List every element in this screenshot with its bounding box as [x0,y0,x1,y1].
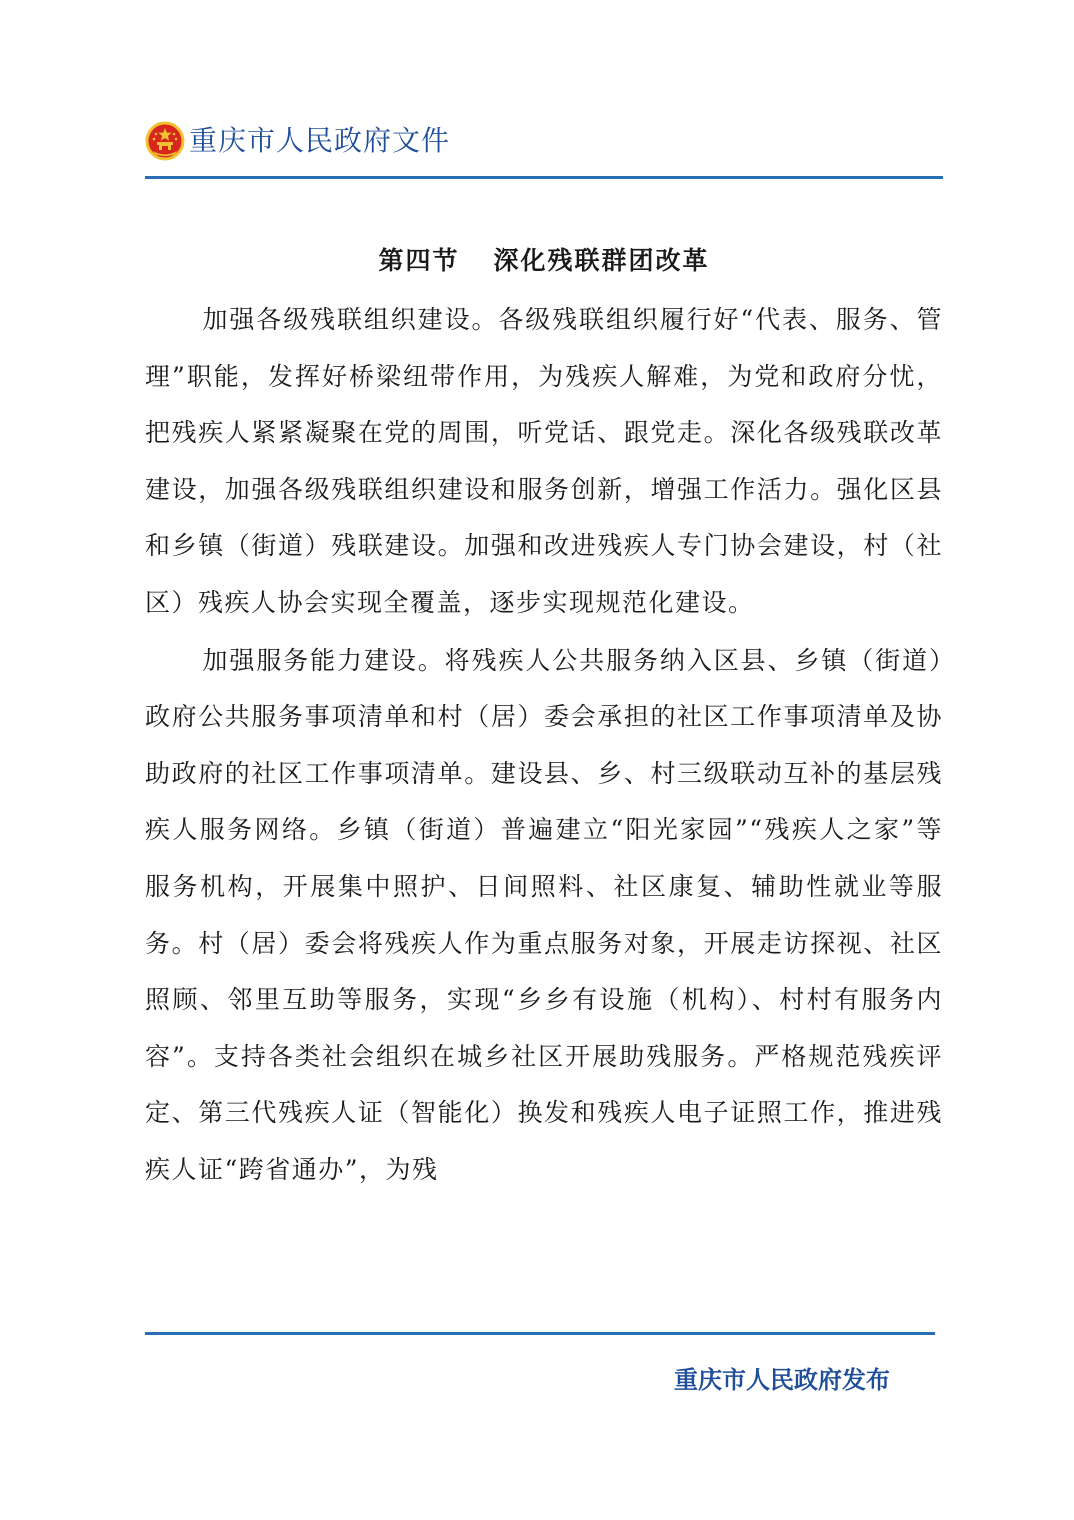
section-number: 第四节 [378,246,460,275]
header-divider [145,176,943,179]
section-title: 深化残联群团改革 [493,246,710,275]
paragraph: 加强各级残联组织建设。各级残联组织履行好“代表、服务、管理”职能，发挥好桥梁纽带作用，为残疾人解难，为党和政府分忧，把残疾人紧紧凝聚在党的周围，听党话、跟党走。深化各级残联改革建设，加强各级残联组织建设和服务创新，增强工作活力。强化区县和乡镇（街道）残联建设。加强和改进残疾人专门协会建设，村（社区）残疾人协会实现全覆盖，逐步实现规范化建设。 [145,305,943,617]
header-title: 重庆市人民政府文件 [189,124,451,157]
paragraph: 加强服务能力建设。将残疾人公共服务纳入区县、乡镇（街道）政府公共服务事项清单和村（居）委会承担的社区工作事项清单及协助政府的社区工作事项清单。建设县、乡、村三级联动互补的基层残疾人服务网络。乡镇（街道）普遍建立“阳光家园”“残疾人之家”等服务机构，开展集中照护、日间照料、社区康复、辅助性就业等服务。村（居）委会将残疾人作为重点服务对象，开展走访探视、社区照顾、邻里互助等服务，实现“乡乡有设施（机构）、村村有服务内容”。支持各类社会组织在城乡社区开展助残服务。严格规范残疾评定、第三代残疾人证（智能化）换发和残疾人电子证照工作，推进残疾人证“跨省通办”，为残 [145,645,943,1184]
national-emblem-icon [145,121,185,161]
footer-publisher: 重庆市人民政府发布 [674,1366,890,1394]
footer-divider [145,1332,935,1335]
section-heading [145,236,943,286]
body-text [145,292,943,1200]
document-header [145,118,945,164]
